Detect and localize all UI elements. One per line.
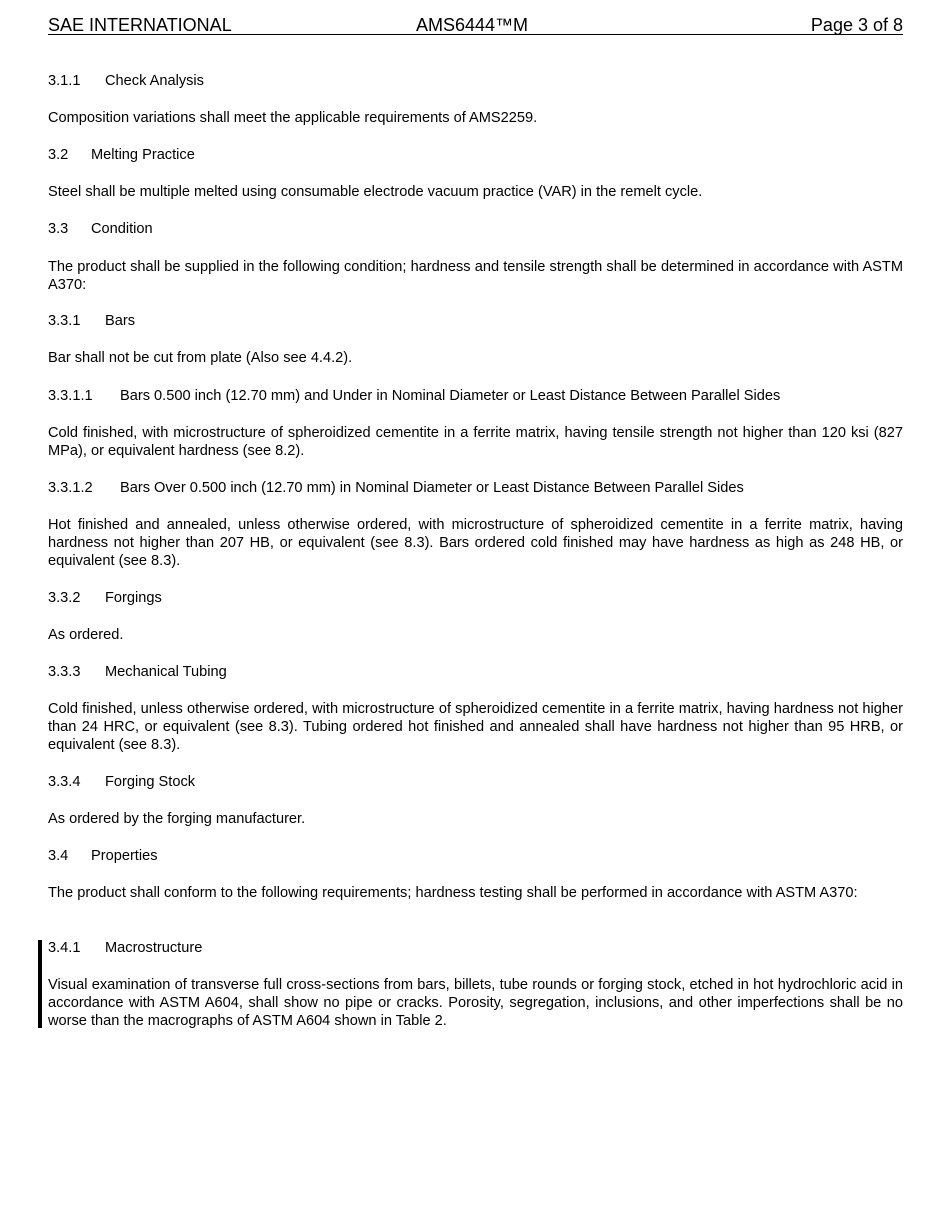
section-number: 3.3.4 bbox=[48, 774, 81, 790]
section-heading-3-3-1 bbox=[48, 312, 903, 330]
section-number: 3.2 bbox=[48, 147, 69, 163]
section-number: 3.3.1.1 bbox=[48, 388, 93, 404]
section-title: Forging Stock bbox=[105, 774, 196, 790]
section-body-3-2: Steel shall be multiple melted using consumable electrode vacuum practice (VAR) in the remelt cycle. bbox=[48, 184, 703, 200]
section-heading-3-1-1 bbox=[48, 72, 903, 90]
section-heading-3-3-3 bbox=[48, 663, 903, 681]
section-title: Forgings bbox=[105, 590, 162, 606]
section-body-3-3-4: As ordered by the forging manufacturer. bbox=[48, 811, 306, 827]
section-number: 3.4.1 bbox=[48, 940, 81, 956]
section-heading-3-3-4 bbox=[48, 773, 903, 791]
section-number: 3.3.2 bbox=[48, 590, 81, 606]
section-number: 3.1.1 bbox=[48, 73, 81, 89]
section-heading-3-3-2 bbox=[48, 589, 903, 607]
section-body-3-3-3: Cold finished, unless otherwise ordered, with microstructure of spheroidized cementite in a ferrite matrix, having hardness not higher than 24 HRC, or equivalent (see 8.3). Tubing ordered hot finished and annealed shall have hardness not higher than 95 HRB, or equivalent (see 8.3). bbox=[48, 701, 903, 754]
section-heading-3-2 bbox=[48, 146, 903, 164]
section-heading-3-3-1-2 bbox=[48, 479, 903, 497]
section-title: Properties bbox=[91, 848, 158, 864]
section-number: 3.4 bbox=[48, 848, 69, 864]
section-title: Macrostructure bbox=[105, 940, 203, 956]
section-heading-3-4 bbox=[48, 847, 903, 865]
section-number: 3.3 bbox=[48, 221, 69, 237]
section-number: 3.3.1 bbox=[48, 313, 81, 329]
section-title: Check Analysis bbox=[105, 73, 204, 89]
page-header bbox=[48, 12, 903, 35]
section-body-3-3-1-1: Cold finished, with microstructure of spheroidized cementite in a ferrite matrix, having tensile strength not higher than 120 ksi (827 MPa), or equivalent hardness (see 8.2). bbox=[48, 425, 903, 460]
section-body-3-1-1: Composition variations shall meet the applicable requirements of AMS2259. bbox=[48, 110, 538, 126]
section-title: Bars Over 0.500 inch (12.70 mm) in Nominal Diameter or Least Distance Between Parallel Sides bbox=[120, 480, 744, 496]
section-title: Bars 0.500 inch (12.70 mm) and Under in Nominal Diameter or Least Distance Between Parallel Sides bbox=[120, 388, 781, 404]
header-page-number: Page 3 of 8 bbox=[810, 15, 903, 35]
header-org: SAE INTERNATIONAL bbox=[48, 15, 232, 35]
section-heading-3-4-1 bbox=[48, 939, 903, 957]
section-body-3-3-1-2: Hot finished and annealed, unless otherwise ordered, with microstructure of spheroidized cementite in a ferrite matrix, having hardness not higher than 207 HB, or equivalent (see 8.3). Bars ordered cold finished may have hardness as high as 248 HB, or equivalent (see 8.3). bbox=[48, 517, 903, 570]
section-body-3-4-1: Visual examination of transverse full cross-sections from bars, billets, tube rounds or forging stock, etched in hot hydrochloric acid in accordance with ASTM A604, shall show no pipe or cracks. Porosity, segregation, inclusions, and other imperfections shall be no worse than the macrographs of ASTM A604 shown in Table 2. bbox=[48, 977, 903, 1030]
section-body-3-3: The product shall be supplied in the following condition; hardness and tensile strength shall be determined in accordance with ASTM A370: bbox=[48, 259, 903, 294]
section-title: Bars bbox=[105, 313, 136, 329]
section-title: Melting Practice bbox=[91, 147, 195, 163]
section-title: Mechanical Tubing bbox=[105, 664, 227, 680]
section-heading-3-3 bbox=[48, 220, 903, 238]
section-body-3-3-2: As ordered. bbox=[48, 627, 124, 643]
section-number: 3.3.1.2 bbox=[48, 480, 93, 496]
header-doc-id: AMS6444™M bbox=[416, 15, 529, 35]
section-number: 3.3.3 bbox=[48, 664, 81, 680]
section-heading-3-3-1-1 bbox=[48, 387, 903, 405]
section-body-3-4: The product shall conform to the following requirements; hardness testing shall be performed in accordance with ASTM A370: bbox=[48, 885, 858, 901]
section-body-3-3-1: Bar shall not be cut from plate (Also see 4.4.2). bbox=[48, 350, 353, 366]
section-title: Condition bbox=[91, 221, 153, 237]
revision-change-bar bbox=[38, 940, 42, 1028]
